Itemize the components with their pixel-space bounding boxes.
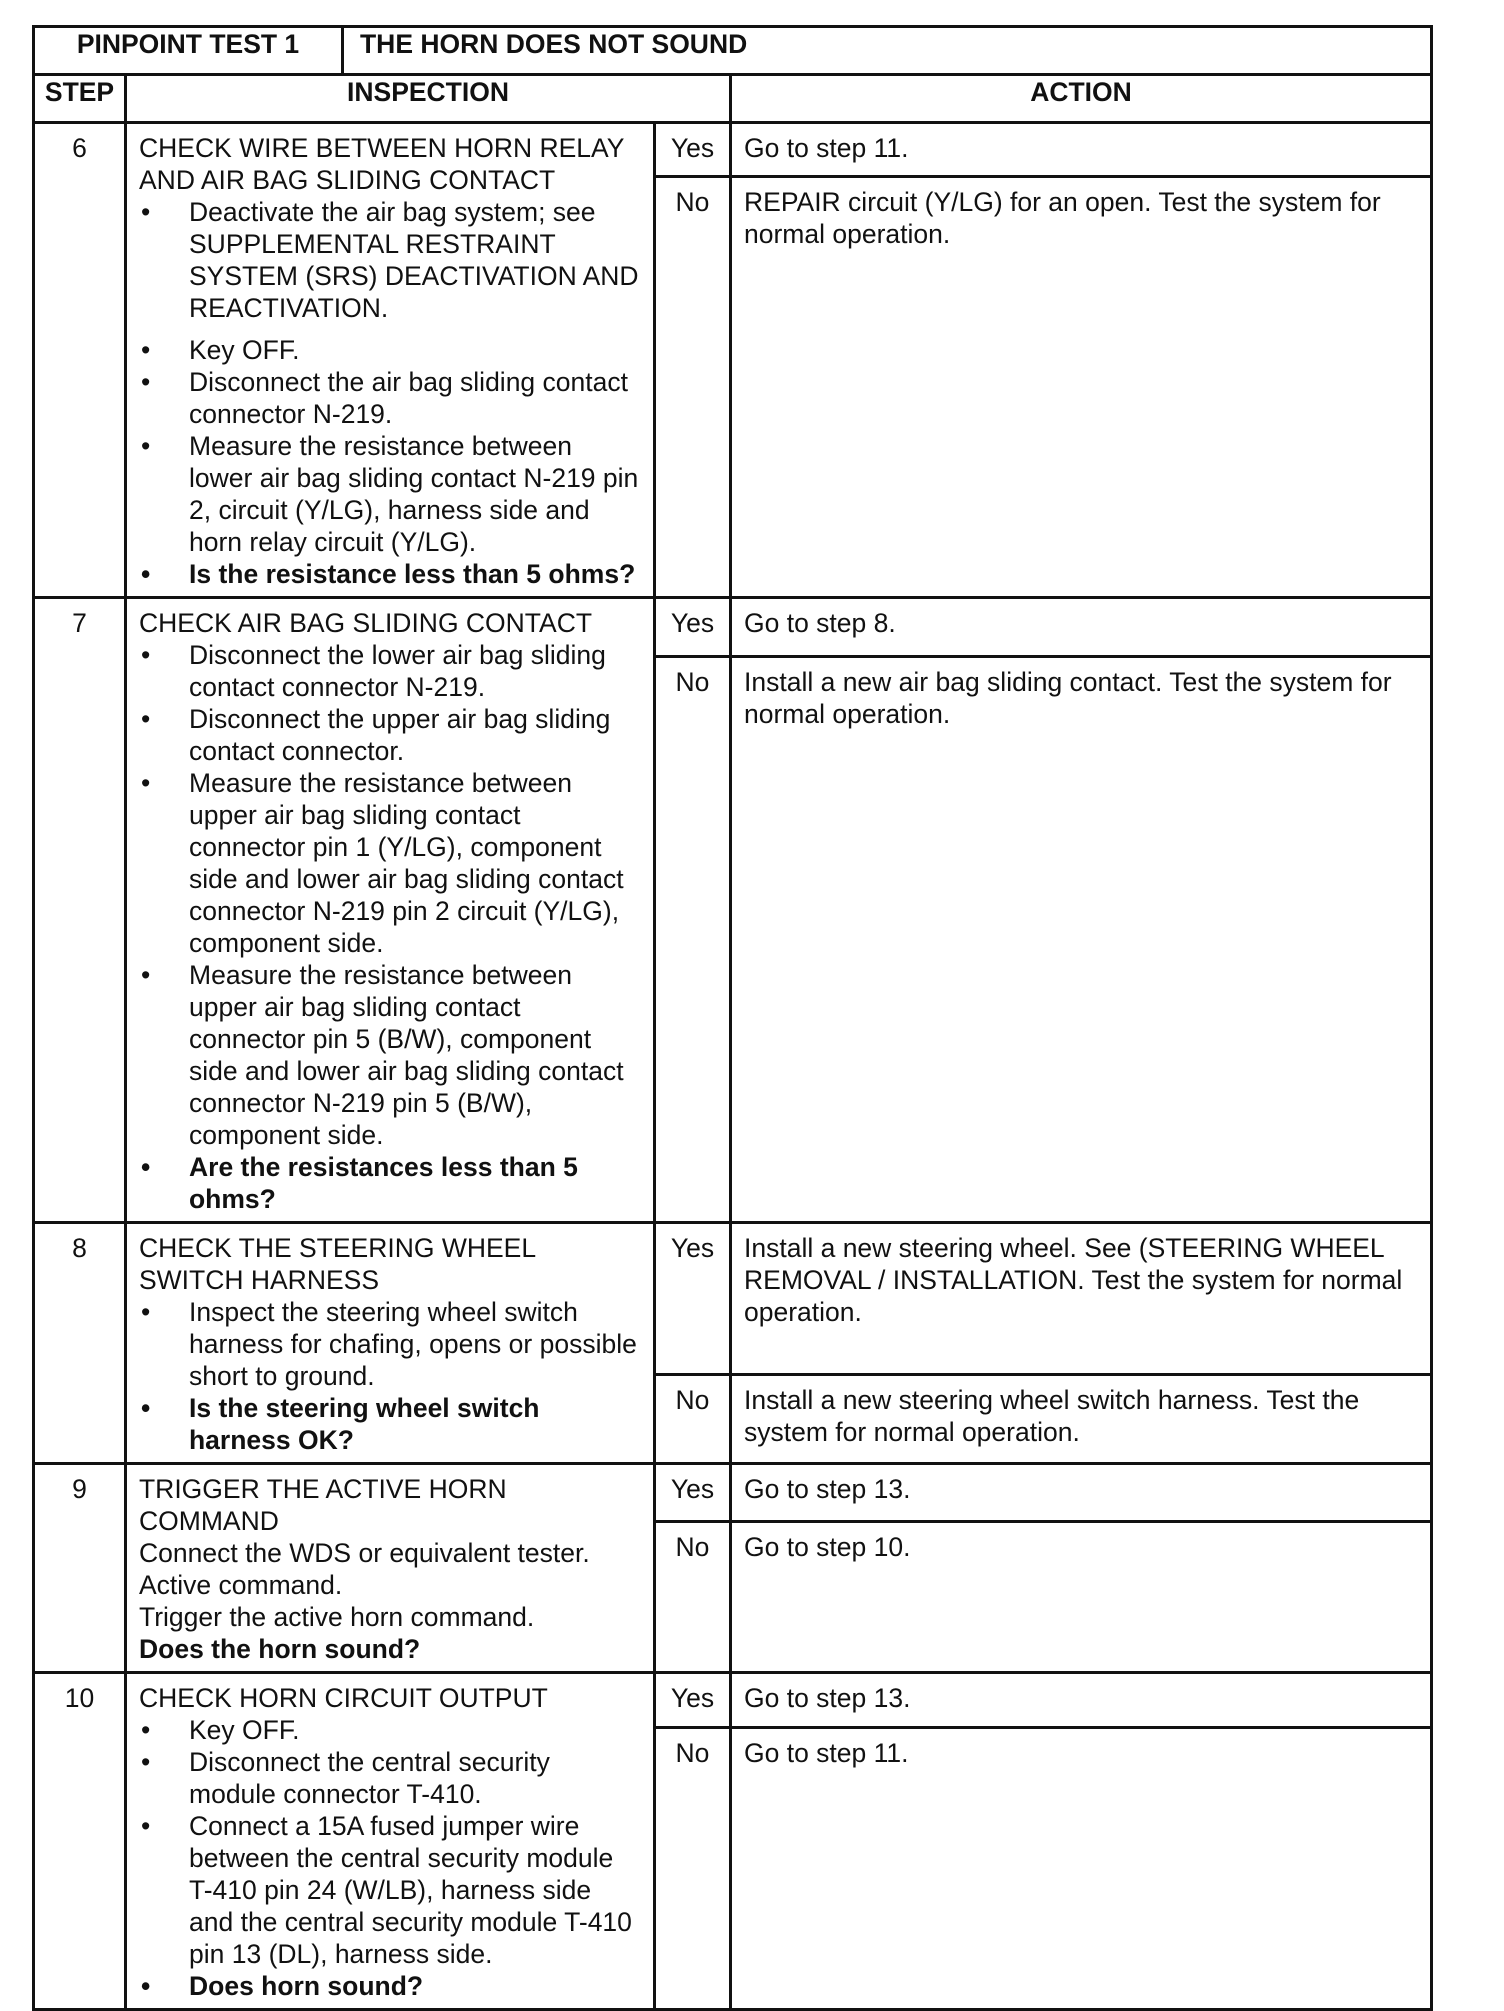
- inspection-line: Active command.: [139, 1570, 343, 1600]
- yes-action: Go to step 13.: [731, 1464, 1432, 1522]
- no-action: Go to step 10.: [731, 1521, 1432, 1672]
- no-action: Go to step 11.: [731, 1728, 1432, 2010]
- test-label: PINPOINT TEST 1: [34, 27, 343, 75]
- inspection-bullet: • Key OFF.: [139, 1714, 641, 1746]
- yes-label: Yes: [655, 598, 731, 657]
- inspection-question: Does the horn sound?: [139, 1634, 421, 1664]
- inspection-bullet: • Deactivate the air bag system; see SUPPLEMENTAL RESTRAINT SYSTEM (SRS) DEACTIVATION AND REACTIVATION.: [139, 196, 641, 324]
- inspection-bullet: • Inspect the steering wheel switch harness for chafing, opens or possible short to ground.: [139, 1296, 641, 1392]
- step-number: 10: [34, 1673, 126, 2010]
- no-label: No: [655, 1375, 731, 1464]
- yes-label: Yes: [655, 1673, 731, 1728]
- inspection-line: Trigger the active horn command.: [139, 1602, 535, 1632]
- no-action: Install a new steering wheel switch harness. Test the system for normal operation.: [731, 1375, 1432, 1464]
- step-number: 8: [34, 1223, 126, 1464]
- step-6-yes-row: [34, 123, 1432, 177]
- step-number: 6: [34, 123, 126, 598]
- inspection-bullet: • Disconnect the central security module connector T-410.: [139, 1746, 641, 1810]
- no-label: No: [655, 177, 731, 598]
- yes-action: Go to step 8.: [731, 598, 1432, 657]
- step-10-inspection: [126, 1673, 655, 2010]
- inspection-bullet: • Disconnect the air bag sliding contact connector N-219.: [139, 366, 641, 430]
- inspection-question: • Are the resistances less than 5 ohms?: [139, 1151, 641, 1215]
- column-header-action: ACTION: [731, 75, 1432, 123]
- inspection-question: • Does horn sound?: [139, 1970, 641, 2002]
- step-9-yes-row: [34, 1464, 1432, 1522]
- step-number: 7: [34, 598, 126, 1223]
- no-label: No: [655, 1521, 731, 1672]
- step-7-inspection: [126, 598, 655, 1223]
- step-title: TRIGGER THE ACTIVE HORN COMMAND: [139, 1474, 507, 1536]
- step-title: CHECK WIRE BETWEEN HORN RELAY AND AIR BAG SLIDING CONTACT: [139, 133, 624, 195]
- yes-label: Yes: [655, 1464, 731, 1522]
- step-9-inspection: [126, 1464, 655, 1673]
- inspection-bullet: • Key OFF.: [139, 334, 641, 366]
- inspection-question: • Is the steering wheel switch harness OK?: [139, 1392, 641, 1456]
- test-title: THE HORN DOES NOT SOUND: [343, 27, 1432, 75]
- step-title: CHECK HORN CIRCUIT OUTPUT: [139, 1683, 548, 1713]
- yes-action: Install a new steering wheel. See (STEERING WHEEL REMOVAL / INSTALLATION. Test the system for normal operation.: [731, 1223, 1432, 1375]
- inspection-bullet: • Disconnect the upper air bag sliding contact connector.: [139, 703, 641, 767]
- title-row: [34, 27, 1432, 75]
- pinpoint-test-sheet: [32, 25, 1430, 2011]
- inspection-question: • Is the resistance less than 5 ohms?: [139, 558, 641, 590]
- no-label: No: [655, 1728, 731, 2010]
- no-action: Install a new air bag sliding contact. Test the system for normal operation.: [731, 656, 1432, 1222]
- column-header-step: STEP: [34, 75, 126, 123]
- step-title: CHECK AIR BAG SLIDING CONTACT: [139, 608, 593, 638]
- step-7-yes-row: [34, 598, 1432, 657]
- step-6-inspection: [126, 123, 655, 598]
- inspection-line: Connect the WDS or equivalent tester.: [139, 1538, 590, 1568]
- inspection-bullet: • Measure the resistance between upper air bag sliding contact connector pin 5 (B/W), component side and lower air bag sliding contact connector N-219 pin 5 (B/W), component side.: [139, 959, 641, 1151]
- inspection-bullet: • Connect a 15A fused jumper wire between the central security module T-410 pin 24 (W/LB), harness side and the central security module T-410 pin 13 (DL), harness side.: [139, 1810, 641, 1970]
- step-8-yes-row: [34, 1223, 1432, 1375]
- inspection-bullet: • Measure the resistance between upper air bag sliding contact connector pin 1 (Y/LG), component side and lower air bag sliding contact connector N-219 pin 2 circuit (Y/LG), component side.: [139, 767, 641, 959]
- inspection-bullet: • Measure the resistance between lower air bag sliding contact N-219 pin 2, circuit (Y/LG), harness side and horn relay circuit (Y/LG).: [139, 430, 641, 558]
- no-label: No: [655, 656, 731, 1222]
- yes-label: Yes: [655, 123, 731, 177]
- step-title: CHECK THE STEERING WHEEL SWITCH HARNESS: [139, 1233, 536, 1295]
- no-action: REPAIR circuit (Y/LG) for an open. Test the system for normal operation.: [731, 177, 1432, 598]
- step-8-inspection: [126, 1223, 655, 1464]
- yes-action: Go to step 13.: [731, 1673, 1432, 1728]
- column-header-row: [34, 75, 1432, 123]
- yes-label: Yes: [655, 1223, 731, 1375]
- pinpoint-test-table: [32, 25, 1433, 2011]
- inspection-bullet: • Disconnect the lower air bag sliding contact connector N-219.: [139, 639, 641, 703]
- column-header-inspection: INSPECTION: [126, 75, 731, 123]
- yes-action: Go to step 11.: [731, 123, 1432, 177]
- step-10-yes-row: [34, 1673, 1432, 1728]
- step-number: 9: [34, 1464, 126, 1673]
